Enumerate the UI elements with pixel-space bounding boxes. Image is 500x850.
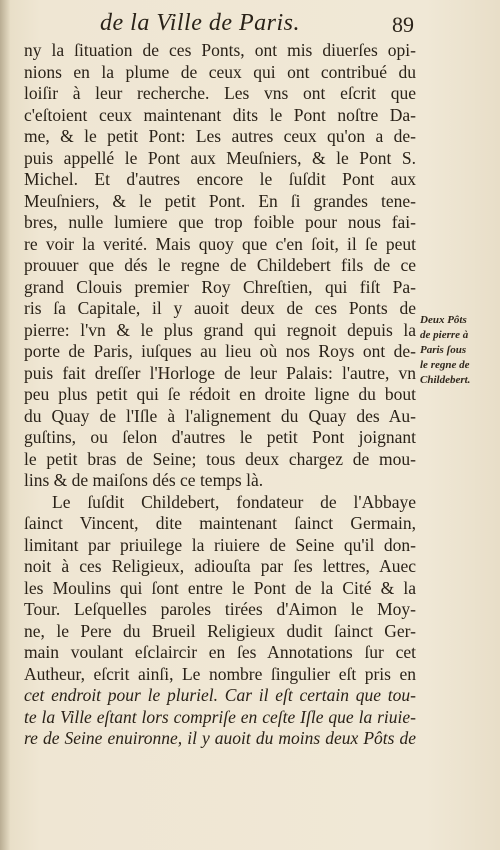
text-line: Autheur, eſcrit ainſi, Le nombre ſingulier eſt pris en: [24, 663, 416, 684]
text-line: ris ſa Capitale, il y auoit deux de ces Ponts de: [24, 298, 416, 318]
marginal-note-line: Childebert.: [420, 374, 471, 386]
text-line: les Moulins qui ſont entre le Pont de la Cité & la: [24, 577, 416, 598]
text-line: Tour. Leſquelles paroles tirées d'Aimon le Moy-: [24, 599, 416, 619]
marginal-note-line: de pierre à: [420, 329, 469, 341]
text-line: cet endroit pour le pluriel. Car il eſt certain que tou-: [24, 685, 416, 705]
text-line: pierre: l'vn & le plus grand qui regnoit depuis la: [24, 319, 416, 340]
marginal-note: [420, 313, 498, 388]
text-line: Meuſniers, & le petit Pont. En ſi grandes tene-: [24, 190, 416, 211]
marginal-note-line: Deux Pôts: [420, 314, 467, 326]
text-line: peu plus petit qui ſe rédoit en droite ligne du bout: [24, 384, 416, 404]
text-line: main voulant eſclaircir en ſes Annotations ſur cet: [24, 642, 416, 662]
text-line: le petit bras de Seine; tous deux chargez de mou-: [24, 448, 416, 469]
page-number: 89: [392, 12, 414, 37]
text-line: prouuer que dés le regne de Childebert fils de ce: [24, 255, 416, 275]
text-line: c'eſtoient ceux maintenant dits le Pont noſtre Da-: [24, 104, 416, 125]
text-line: te la Ville eſtant lors compriſe en ceſte Iſle que la riuie-: [24, 706, 416, 727]
text-line: ne, le Pere du Brueil Religieux dudit ſainct Ger-: [24, 620, 416, 641]
text-line: lins & de maiſons dés ce temps là.: [24, 470, 264, 490]
text-line: me, & le petit Pont: Les autres ceux qu'on a de-: [24, 126, 416, 146]
body-text: [24, 40, 416, 750]
running-head: [0, 10, 500, 40]
text-line: ſainct Vincent, dite maintenant ſainct Germain,: [24, 513, 416, 533]
text-line: re de Seine enuironne, il y auoit du moins deux Pôts de: [24, 728, 416, 748]
text-line: Le ſuſdit Childebert, fondateur de l'Abbaye: [52, 491, 416, 512]
text-line: ny la ſituation de ces Ponts, ont mis diuerſes opi-: [24, 40, 416, 60]
text-line: re voir la verité. Mais quoy que c'en ſoit, il ſe peut: [24, 233, 416, 254]
page-gutter-shadow: [0, 0, 10, 850]
text-line: puis appellé le Pont aux Meuſniers, & le Pont S.: [24, 147, 416, 168]
marginal-note-line: Paris ſous: [420, 344, 467, 356]
text-line: noit à ces Religieux, adiouſta par ſes lettres, Auec: [24, 556, 416, 576]
text-line: Michel. Et d'autres encore le ſuſdit Pont aux: [24, 169, 416, 189]
text-line: loiſir à leur recherche. Les vns ont eſcrit que: [24, 83, 416, 103]
text-line: grand Clouis premier Roy Chreſtien, qui fiſt Pa-: [24, 276, 416, 297]
text-line: guſtins, ou ſelon d'autres le petit Pont joignant: [24, 427, 416, 447]
text-line: limitant par priuilege la riuiere de Seine qu'il don-: [24, 534, 416, 555]
text-line: bres, nulle lumiere que trop foible pour nous fai-: [24, 212, 416, 232]
text-line: puis fait dreſſer l'Horloge de leur Palais: l'autre, vn: [24, 362, 416, 383]
text-line: porte de Paris, iuſques au lieu où nos Roys ont de-: [24, 341, 416, 361]
running-head-title: de la Ville de Paris.: [100, 10, 301, 36]
text-line: nions en la plume de ceux qui ont contribué du: [24, 61, 416, 82]
marginal-note-line: le regne de: [420, 359, 470, 371]
text-line: du Quay de l'Iſle à l'alignement du Quay des Au-: [24, 405, 416, 426]
